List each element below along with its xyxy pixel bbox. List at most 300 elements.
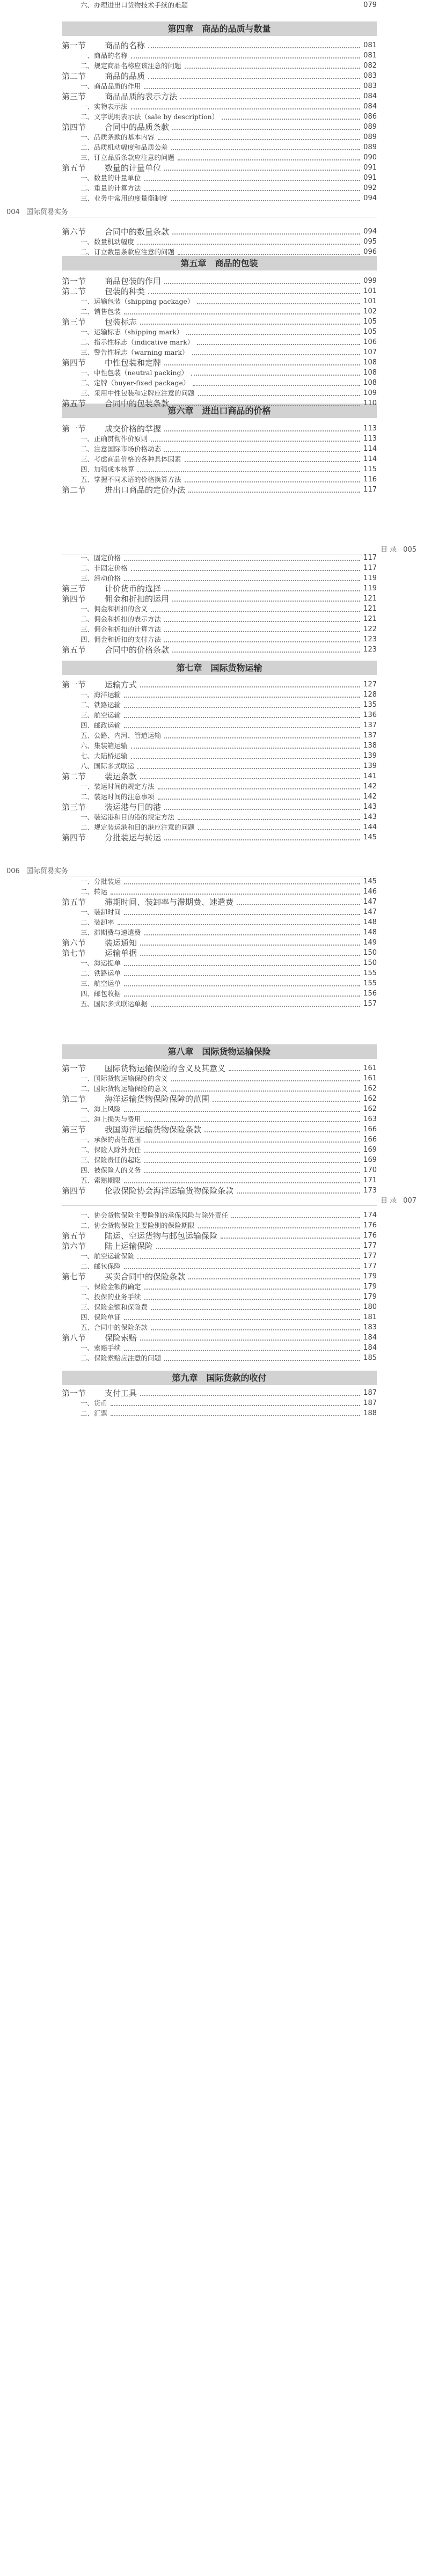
- leader-dots: [124, 580, 360, 581]
- running-header: [6, 206, 68, 216]
- leader-dots: [164, 737, 360, 738]
- header-section-title: 目 录: [381, 546, 397, 554]
- page-number: 117: [363, 564, 377, 572]
- page-number: 138: [363, 742, 377, 750]
- page-number: 121: [363, 615, 377, 623]
- page-number: 089: [363, 123, 377, 131]
- entry-title: 二、协会货物保险主要险别的保险期限: [81, 1221, 195, 1230]
- page-number: 150: [363, 949, 377, 957]
- page-number: 171: [363, 1176, 377, 1184]
- header-page-number: 006: [6, 867, 20, 875]
- leader-dots: [124, 727, 360, 728]
- entry-title: 一、正确贯彻作价原则: [81, 435, 148, 443]
- header-book-title: 国际贸易实务: [26, 867, 68, 875]
- toc-subsection-entry: [0, 327, 424, 338]
- page-number: 113: [363, 435, 377, 443]
- entry-title: 二、海上损失与费用: [81, 1115, 141, 1123]
- leader-dots: [144, 1141, 360, 1143]
- chapter-title-ch7: 第七章 国际货物运输: [62, 661, 377, 675]
- leader-dots: [144, 1162, 360, 1163]
- toc-section-entry: [0, 122, 424, 133]
- entry-title: 四、邮政运输: [81, 721, 121, 729]
- leader-dots: [137, 244, 360, 245]
- toc-subsection-entry: [0, 368, 424, 378]
- leader-dots: [144, 1121, 360, 1122]
- leader-dots: [111, 894, 360, 895]
- leader-dots: [158, 139, 360, 140]
- page-number: 162: [363, 1085, 377, 1093]
- leader-dots: [188, 492, 360, 493]
- leader-dots: [178, 159, 360, 160]
- entry-title: 一、佣金和折扣的含义: [81, 605, 148, 613]
- toc-subsection-entry: [0, 720, 424, 731]
- section-label: 第一节: [62, 1064, 86, 1073]
- leader-dots: [222, 119, 360, 120]
- entry-title: 五、掌握不同术语的价格换算方法: [81, 475, 181, 484]
- leader-dots: [131, 108, 360, 109]
- leader-dots: [137, 768, 360, 769]
- toc-section-entry: [0, 1241, 424, 1252]
- entry-title: 商品包装的作用: [105, 276, 162, 286]
- leader-dots: [144, 1289, 360, 1290]
- leader-dots: [124, 883, 360, 884]
- toc-subsection-entry: [0, 1084, 424, 1094]
- entry-title: 二、品质机动幅度和品质公差: [81, 143, 168, 151]
- entry-title: 陆上运输保险: [105, 1241, 153, 1251]
- leader-dots: [148, 78, 360, 79]
- page-number: 121: [363, 605, 377, 613]
- entry-title: 一、协会货物保险主要险别的承保风险与除外责任: [81, 1211, 229, 1219]
- toc-subsection-entry: [0, 553, 424, 564]
- entry-title: 二、铁路运输: [81, 701, 121, 709]
- page-number: 149: [363, 939, 377, 947]
- section-label: 第五节: [62, 399, 86, 408]
- page-number: 081: [363, 41, 377, 49]
- leader-dots: [204, 1131, 360, 1132]
- toc-subsection-entry: [0, 378, 424, 389]
- section-label: 第三节: [62, 584, 86, 594]
- toc-subsection-entry: [0, 690, 424, 700]
- page-number: 162: [363, 1095, 377, 1103]
- entry-title: 成交价格的掌握: [105, 424, 162, 434]
- page-number: 155: [363, 969, 377, 977]
- entry-title: 商品品质的表示方法: [105, 92, 178, 101]
- toc-section-entry: [0, 163, 424, 173]
- page-number: 128: [363, 691, 377, 699]
- toc-section-entry: [0, 1185, 424, 1196]
- toc-subsection-entry: [0, 454, 424, 465]
- leader-dots: [188, 1278, 360, 1279]
- page-number: 114: [363, 445, 377, 453]
- entry-title: 我国海洋运输货物保险条款: [105, 1125, 202, 1135]
- entry-title: 六、办理进出口货物技术手续的难题: [81, 1, 188, 9]
- page-number: 180: [363, 1303, 377, 1311]
- page-number: 176: [363, 1232, 377, 1240]
- entry-title: 二、规定装运港和目的港应注意的问题: [81, 823, 195, 831]
- entry-title: 一、装卸时间: [81, 908, 121, 916]
- leader-dots: [171, 200, 360, 201]
- toc-subsection-entry: [0, 563, 424, 574]
- leader-dots: [237, 904, 360, 905]
- page-number: 184: [363, 1334, 377, 1342]
- section-label: 第二节: [62, 71, 86, 81]
- section-label: 第一节: [62, 276, 86, 286]
- section-label: 第五节: [62, 1231, 86, 1241]
- leader-dots: [164, 451, 360, 452]
- page-number: 163: [363, 1115, 377, 1123]
- toc-subsection-entry: [0, 1408, 424, 1419]
- leader-dots: [111, 1415, 360, 1416]
- entry-title: 二、规定商品名称应该注意的问题: [81, 62, 181, 70]
- page-number: 145: [363, 833, 377, 841]
- toc-subsection-entry: [0, 822, 424, 833]
- entry-title: 佣金和折扣的运用: [105, 594, 170, 604]
- leader-dots: [131, 758, 360, 759]
- entry-title: 一、货币: [81, 1399, 108, 1407]
- entry-title: 六、集装箱运输: [81, 742, 128, 750]
- entry-title: 三、考虑商品价格的各种具体因素: [81, 455, 181, 463]
- entry-title: 二、转运: [81, 888, 108, 896]
- toc-subsection-entry: [0, 989, 424, 999]
- entry-title: 一、海运提单: [81, 959, 121, 967]
- toc-section-entry: [0, 71, 424, 82]
- toc-subsection-entry: [0, 1343, 424, 1353]
- toc-section-entry: [0, 1063, 424, 1074]
- entry-title: 一、保险金额的确定: [81, 1283, 141, 1291]
- page-number: 188: [363, 1409, 377, 1417]
- page-number: 089: [363, 133, 377, 141]
- entry-title: 二、保险索赔应注意的问题: [81, 1354, 162, 1362]
- entry-title: 计价货币的选择: [105, 584, 162, 594]
- entry-title: 五、索赔期限: [81, 1176, 121, 1184]
- page-number: 082: [363, 62, 377, 70]
- leader-dots: [186, 334, 360, 335]
- entry-title: 一、商品品质的作用: [81, 82, 141, 90]
- page-number: 114: [363, 455, 377, 463]
- toc-entry: [0, 0, 424, 11]
- toc-subsection-entry: [0, 792, 424, 802]
- entry-title: 保险索赔: [105, 1333, 137, 1343]
- leader-dots: [124, 975, 360, 976]
- leader-dots: [231, 1217, 360, 1218]
- toc-subsection-entry: [0, 1145, 424, 1155]
- leader-dots: [197, 303, 360, 304]
- section-label: 第二节: [62, 485, 86, 495]
- entry-title: 一、数量的计量单位: [81, 174, 141, 182]
- page-number: 137: [363, 731, 377, 740]
- leader-dots: [148, 47, 360, 48]
- entry-title: 三、订立品质条款应注意的问题: [81, 153, 175, 162]
- toc-subsection-entry: [0, 968, 424, 979]
- entry-title: 一、装运港和目的港的规定方法: [81, 813, 175, 821]
- page-number: 174: [363, 1211, 377, 1219]
- page-number: 142: [363, 793, 377, 801]
- entry-title: 一、装运时间的规定方法: [81, 782, 155, 791]
- leader-dots: [191, 375, 360, 376]
- page-number: 123: [363, 635, 377, 643]
- header-book-title: 国际贸易实务: [26, 208, 68, 216]
- leader-dots: [193, 385, 360, 386]
- toc-subsection-entry: [0, 634, 424, 645]
- leader-dots: [137, 1258, 360, 1259]
- toc-subsection-entry: [0, 604, 424, 614]
- toc-subsection-entry: [0, 761, 424, 772]
- entry-title: 海洋运输货物保险保障的范围: [105, 1094, 210, 1104]
- toc-subsection-entry: [0, 1251, 424, 1262]
- entry-title: 二、保险人除外责任: [81, 1146, 141, 1154]
- section-label: 第八节: [62, 1333, 86, 1343]
- entry-title: 二、国际货物运输保险的意义: [81, 1085, 168, 1093]
- entry-title: 装运港与目的港: [105, 802, 162, 812]
- toc-subsection-entry: [0, 1302, 424, 1313]
- entry-title: 三、佣金和折扣的计算方法: [81, 625, 162, 633]
- toc-subsection-entry: [0, 1292, 424, 1302]
- leader-dots: [172, 652, 360, 653]
- leader-dots: [124, 1182, 360, 1183]
- entry-title: 三、保险金额和保险费: [81, 1303, 148, 1311]
- section-label: 第五节: [62, 645, 86, 655]
- leader-dots: [151, 441, 360, 442]
- entry-title: 四、被保险人的义务: [81, 1166, 141, 1174]
- toc-section-entry: [0, 771, 424, 782]
- entry-title: 一、品质条款的基本内容: [81, 133, 155, 141]
- header-page-number: 004: [6, 208, 20, 216]
- page-number: 091: [363, 174, 377, 182]
- toc-section-entry: [0, 1094, 424, 1104]
- toc-section-entry: [0, 594, 424, 604]
- leader-dots: [140, 1340, 360, 1341]
- toc-subsection-entry: [0, 1261, 424, 1272]
- toc-section-entry: [0, 40, 424, 51]
- page-number: 148: [363, 928, 377, 936]
- page-number: 166: [363, 1136, 377, 1144]
- page-number: 106: [363, 338, 377, 346]
- entry-title: 滞期时间、装卸率与滞期费、速遣费: [105, 897, 234, 907]
- entry-title: 二、指示性标志（indicative mark）: [81, 338, 194, 346]
- leader-dots: [124, 996, 360, 997]
- entry-title: 装运条款: [105, 772, 137, 781]
- leader-dots: [229, 1070, 360, 1071]
- leader-dots: [124, 560, 360, 561]
- page-number: 121: [363, 595, 377, 603]
- leader-dots: [185, 461, 360, 462]
- leader-dots: [164, 170, 360, 171]
- entry-title: 合同中的品质条款: [105, 122, 170, 132]
- page-number: 084: [363, 92, 377, 100]
- page-number: 179: [363, 1293, 377, 1301]
- toc-subsection-entry: [0, 876, 424, 887]
- entry-title: 五、合同中的保险条款: [81, 1323, 148, 1331]
- page-number: 108: [363, 379, 377, 387]
- entry-title: 支付工具: [105, 1388, 137, 1398]
- leader-dots: [144, 88, 360, 89]
- page-number: 110: [363, 399, 377, 407]
- page-number: 177: [363, 1242, 377, 1250]
- entry-title: 二、文字说明表示法（sale by description）: [81, 113, 219, 121]
- entry-title: 运输单据: [105, 948, 137, 958]
- entry-title: 四、邮包收据: [81, 990, 121, 998]
- entry-title: 四、保险单证: [81, 1313, 121, 1321]
- toc-subsection-entry: [0, 1104, 424, 1115]
- leader-dots: [164, 283, 360, 284]
- page-number: 148: [363, 918, 377, 926]
- leader-dots: [172, 405, 360, 406]
- page-number: 144: [363, 823, 377, 831]
- toc-subsection-entry: [0, 132, 424, 143]
- leader-dots: [140, 945, 360, 946]
- toc-subsection-entry: [0, 1165, 424, 1176]
- leader-dots: [164, 839, 360, 840]
- page-number: 161: [363, 1064, 377, 1072]
- leader-dots: [144, 180, 360, 181]
- entry-title: 三、滞期费与速遣费: [81, 928, 141, 936]
- page-number: 147: [363, 898, 377, 906]
- page-number: 177: [363, 1262, 377, 1270]
- leader-dots: [124, 717, 360, 718]
- toc-subsection-entry: [0, 247, 424, 258]
- toc-subsection-entry: [0, 142, 424, 153]
- entry-title: 三、航空运单: [81, 979, 121, 987]
- entry-title: 二、装卸率: [81, 918, 114, 926]
- entry-title: 商品的品质: [105, 71, 145, 81]
- page-number: 135: [363, 701, 377, 709]
- entry-title: 二、投保的业务手续: [81, 1293, 141, 1301]
- leader-dots: [151, 1329, 360, 1330]
- page-number: 143: [363, 803, 377, 811]
- entry-title: 三、航空运输: [81, 711, 121, 719]
- page-number: 139: [363, 752, 377, 760]
- toc-section-entry: [0, 1231, 424, 1241]
- page-number: 101: [363, 287, 377, 295]
- entry-title: 运输方式: [105, 680, 137, 690]
- toc-section-entry: [0, 226, 424, 237]
- page-number: 083: [363, 82, 377, 90]
- entry-title: 分批装运与转运: [105, 833, 162, 843]
- leader-dots: [178, 819, 360, 820]
- entry-title: 三、滑动价格: [81, 574, 121, 582]
- entry-title: 伦敦保险协会海洋运输货物保险条款: [105, 1186, 234, 1196]
- leader-dots: [140, 1395, 360, 1396]
- section-label: 第六节: [62, 938, 86, 948]
- entry-title: 四、佣金和折扣的支付方法: [81, 635, 162, 643]
- section-label: 第五节: [62, 163, 86, 173]
- entry-title: 合同中的价格条款: [105, 645, 170, 655]
- page-number: 184: [363, 1344, 377, 1352]
- toc-subsection-entry: [0, 1210, 424, 1221]
- leader-dots: [124, 1268, 360, 1269]
- page-number: 161: [363, 1074, 377, 1082]
- page-number: 142: [363, 782, 377, 791]
- page-number: 169: [363, 1146, 377, 1154]
- page-number: 091: [363, 164, 377, 172]
- page-number: 137: [363, 721, 377, 729]
- leader-dots: [131, 748, 360, 749]
- page-number: 155: [363, 979, 377, 987]
- entry-title: 二、重量的计算方法: [81, 184, 141, 192]
- entry-title: 二、注意国际市场价格动态: [81, 445, 162, 453]
- entry-title: 二、邮包保险: [81, 1262, 121, 1270]
- page-number: 179: [363, 1283, 377, 1291]
- entry-title: 二、销售包装: [81, 308, 121, 316]
- leader-dots: [172, 233, 360, 235]
- leader-dots: [192, 354, 360, 355]
- page-number: 183: [363, 1323, 377, 1331]
- entry-title: 七、大陆桥运输: [81, 752, 128, 760]
- page-number: 145: [363, 877, 377, 885]
- entry-title: 二、装运时间的注意事项: [81, 793, 155, 801]
- leader-dots: [197, 344, 360, 345]
- page-number: 108: [363, 369, 377, 377]
- toc-subsection-entry: [0, 1114, 424, 1125]
- page-number: 117: [363, 486, 377, 494]
- toc-subsection-entry: [0, 1220, 424, 1231]
- page-number: 109: [363, 389, 377, 397]
- toc-subsection-entry: [0, 999, 424, 1009]
- leader-dots: [151, 1309, 360, 1310]
- chapter-title-ch6: 第六章 进出口商品的价格: [62, 404, 377, 418]
- page-number: 150: [363, 959, 377, 967]
- entry-title: 中性包装和定牌: [105, 358, 162, 368]
- section-label: 第四节: [62, 122, 86, 132]
- toc-subsection-entry: [0, 927, 424, 938]
- leader-dots: [237, 1192, 360, 1194]
- entry-title: 二、定牌（buyer-fixed package）: [81, 379, 190, 387]
- toc-section-entry: [0, 1388, 424, 1399]
- chapter-title-ch5: 第五章 商品的包装: [62, 256, 377, 270]
- entry-title: 三、采用中性包装和定牌应注意的问题: [81, 389, 195, 397]
- leader-dots: [131, 570, 360, 571]
- leader-dots: [140, 686, 360, 687]
- leader-dots: [164, 641, 360, 642]
- page-number: 119: [363, 574, 377, 582]
- leader-dots: [151, 1006, 360, 1007]
- section-label: 第三节: [62, 92, 86, 101]
- entry-title: 一、索赔手续: [81, 1344, 121, 1352]
- entry-title: 一、固定价格: [81, 554, 121, 562]
- section-label: 第一节: [62, 41, 86, 50]
- entry-title: 五、公路、内河、管道运输: [81, 731, 162, 740]
- page-number: 187: [363, 1389, 377, 1397]
- toc-subsection-entry: [0, 347, 424, 358]
- entry-title: 五、国际多式联运单据: [81, 1000, 148, 1008]
- entry-title: 一、中性包装（neutral packing）: [81, 369, 188, 377]
- toc-subsection-entry: [0, 907, 424, 918]
- page-number: 122: [363, 625, 377, 633]
- entry-title: 一、海上风险: [81, 1105, 121, 1113]
- section-label: 第三节: [62, 317, 86, 327]
- entry-title: 一、国际货物运输保险的含义: [81, 1074, 168, 1082]
- toc-subsection-entry: [0, 781, 424, 792]
- toc-subsection-entry: [0, 152, 424, 163]
- toc-subsection-entry: [0, 50, 424, 61]
- header-page-number: 005: [403, 546, 416, 554]
- leader-dots: [172, 601, 360, 602]
- toc-section-entry: [0, 1124, 424, 1135]
- toc-subsection-entry: [0, 614, 424, 625]
- leader-dots: [144, 1152, 360, 1153]
- page-number: 095: [363, 238, 377, 246]
- page-number: 147: [363, 908, 377, 916]
- toc-subsection-entry: [0, 958, 424, 969]
- page-number: 083: [363, 72, 377, 80]
- section-label: 第二节: [62, 1094, 86, 1104]
- toc-section-entry: [0, 832, 424, 843]
- leader-dots: [144, 190, 360, 191]
- header-page-number: 007: [403, 1197, 416, 1205]
- toc-subsection-entry: [0, 730, 424, 741]
- leader-dots: [140, 955, 360, 956]
- entry-title: 二、汇票: [81, 1409, 108, 1417]
